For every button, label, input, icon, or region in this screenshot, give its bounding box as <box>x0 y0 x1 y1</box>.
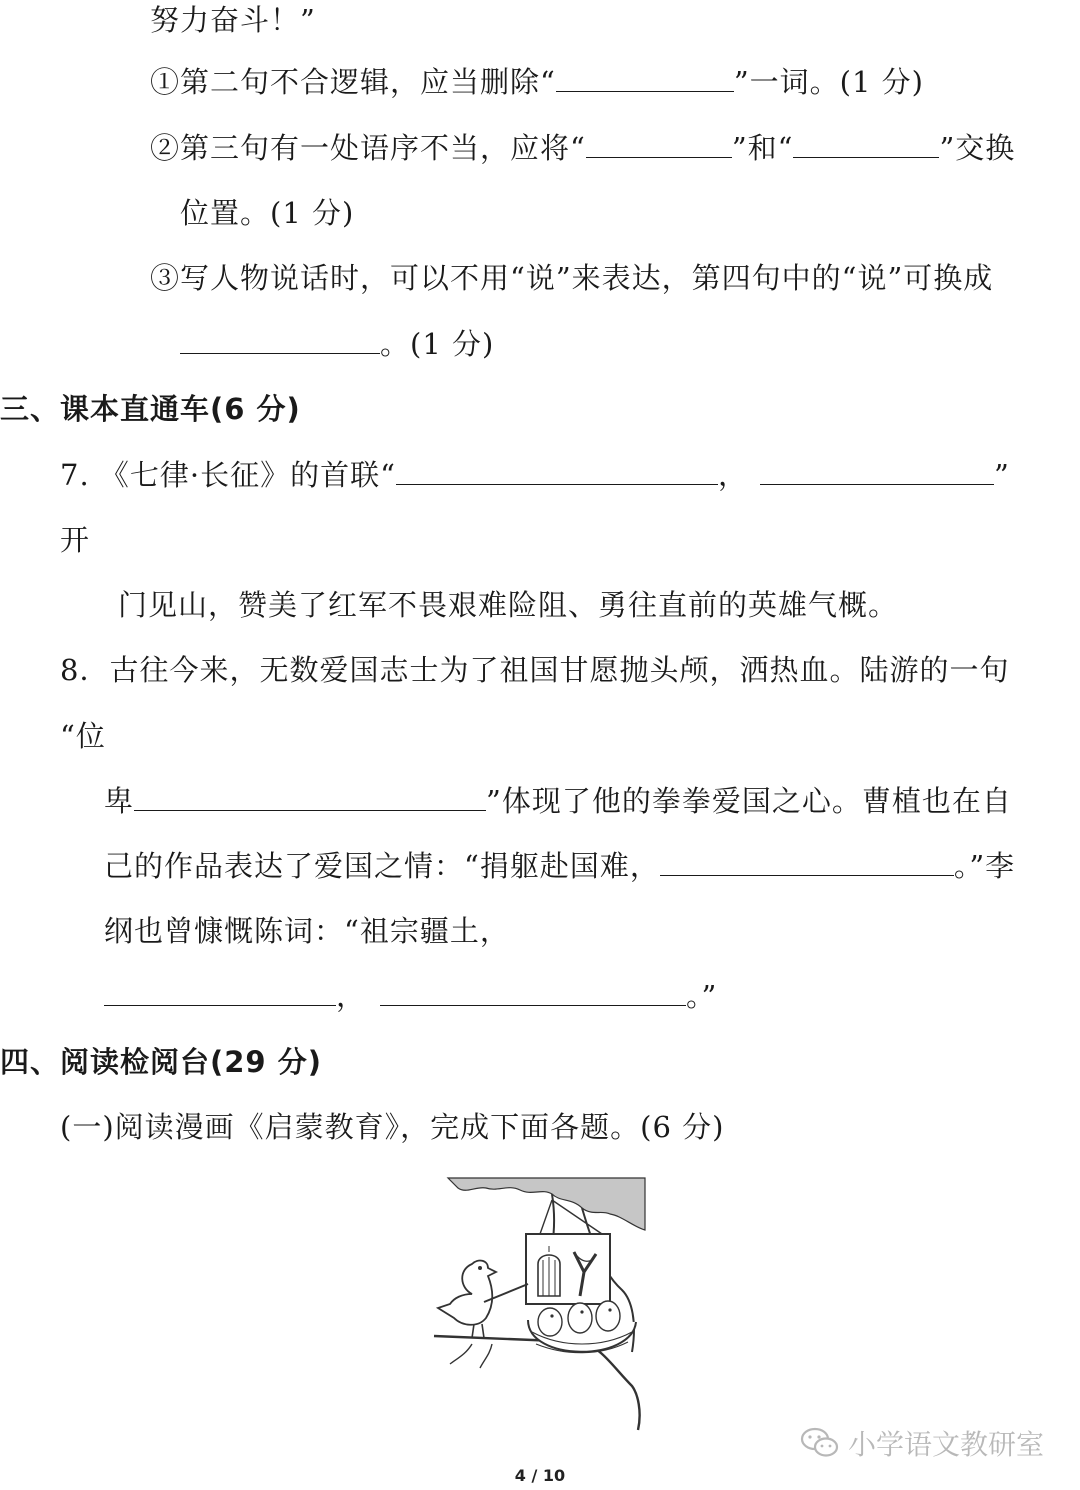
chick <box>596 1301 620 1331</box>
answer-blank[interactable] <box>134 784 486 811</box>
answer-blank[interactable] <box>586 131 732 158</box>
answer-blank[interactable] <box>556 65 734 92</box>
text: ”交换 <box>939 131 1016 165</box>
text: 开 <box>60 523 91 557</box>
text-line <box>60 716 106 756</box>
text: 纲也曾慷慨陈词：“祖宗疆土， <box>104 914 510 948</box>
text-line <box>104 781 1012 821</box>
answer-blank[interactable] <box>660 849 954 876</box>
text: 。”李 <box>953 849 1016 883</box>
page-number: 4 / 10 <box>514 1466 566 1485</box>
wechat-icon <box>800 1426 840 1460</box>
text: “位 <box>60 719 106 753</box>
tree-canopy <box>448 1178 645 1230</box>
text: ”一词。(1 分) <box>733 65 924 99</box>
text-line <box>150 0 316 40</box>
answer-blank[interactable] <box>793 131 939 158</box>
question-3 <box>150 258 993 298</box>
branch <box>434 1336 640 1430</box>
question-2 <box>150 128 1015 168</box>
question-1 <box>150 62 924 102</box>
answer-blank[interactable] <box>380 979 686 1006</box>
text: 8．古往今来，无数爱国志士为了祖国甘愿抛头颅，洒热血。陆游的一句 <box>60 653 1010 687</box>
comic-illustration <box>432 1172 647 1434</box>
answer-blank[interactable] <box>396 458 718 485</box>
text: 卑 <box>104 784 135 818</box>
text: 。” <box>686 979 718 1013</box>
text: 。(1 分) <box>380 327 495 361</box>
text: ， <box>336 979 367 1013</box>
text: 己的作品表达了爱国之情：“捐躯赴国难， <box>104 849 660 883</box>
text: ”和“ <box>731 131 794 165</box>
section-title: 四、阅读检阅台(29 分) <box>0 1045 322 1079</box>
mother-bird <box>438 1261 528 1338</box>
question-7 <box>60 455 1010 495</box>
text: ③写人物说话时，可以不用“说”来表达，第四句中的“说”可换成 <box>150 261 994 295</box>
watermark <box>800 1422 1044 1464</box>
question-8 <box>60 650 1009 690</box>
question-3-answer <box>180 324 494 364</box>
text: ” <box>993 458 1010 492</box>
text-line <box>60 520 90 560</box>
subsection-title: (一)阅读漫画《启蒙教育》，完成下面各题。(6 分) <box>60 1110 725 1144</box>
answer-blank[interactable] <box>104 979 336 1006</box>
text: ②第三句有一处语序不当，应将“ <box>150 131 586 165</box>
text-line <box>118 585 898 625</box>
text: 门见山，赞美了红军不畏艰难险阻、勇往直前的英雄气概。 <box>118 588 899 622</box>
text: ”体现了他的拳拳爱国之心。曹植也在自 <box>486 784 1012 818</box>
text: 努力奋斗！” <box>150 3 316 37</box>
text: 位置。(1 分) <box>180 196 355 230</box>
text: ①第二句不合逻辑，应当删除“ <box>150 65 556 99</box>
text-line <box>104 911 510 951</box>
nest <box>528 1301 636 1353</box>
text: 7. 《七律·长征》的首联“ <box>60 458 396 492</box>
text-line <box>104 976 717 1016</box>
answer-blank[interactable] <box>760 458 994 485</box>
answer-blank[interactable] <box>180 327 380 354</box>
text: ， <box>717 458 748 492</box>
text-line <box>104 846 1015 886</box>
text-line <box>180 193 354 233</box>
chick <box>568 1303 592 1333</box>
chick <box>538 1308 562 1336</box>
watermark-text: 小学语文教研室 <box>847 1428 1044 1461</box>
section-title: 三、课本直通车(6 分) <box>0 392 301 426</box>
